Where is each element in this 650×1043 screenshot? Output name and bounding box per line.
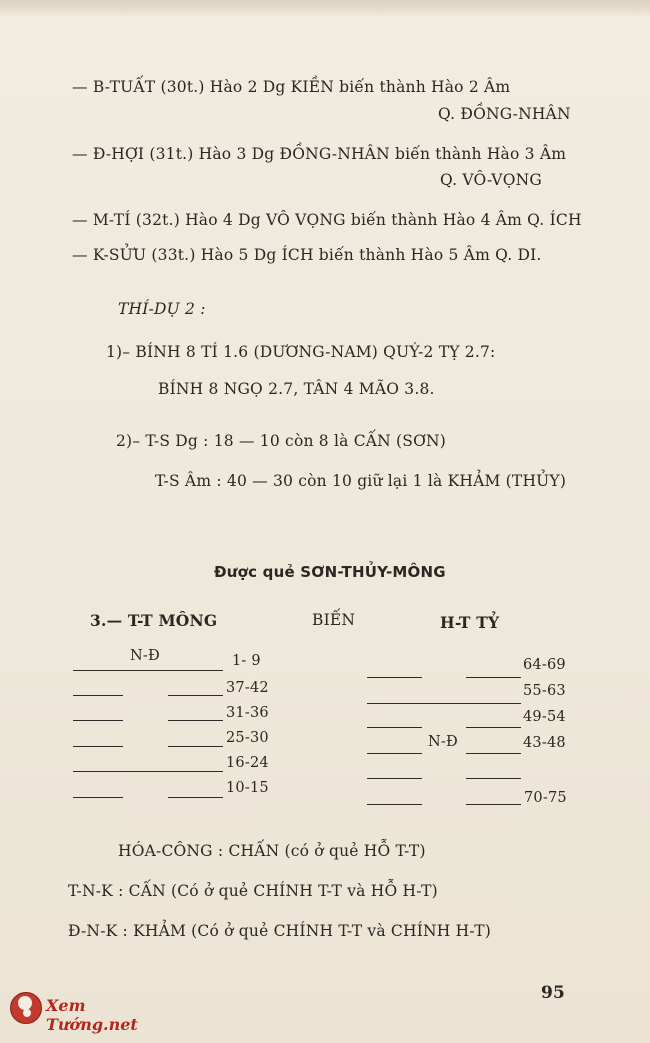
line-b-tuat-result: Q. ĐỒNG-NHÂN [438,105,571,123]
age-right-4: 43-48 [523,735,566,751]
example-1: 1)– BÍNH 8 TÍ 1.6 (DƯƠNG-NAM) QUÝ-2 TỴ 2.7: [106,343,496,361]
yin-yang-icon [10,992,42,1024]
ty-line-5-yin-a [367,778,422,779]
age-right-2: 55-63 [523,683,566,699]
ty-line-1-yin-b [466,677,521,678]
mong-line-2-yin-a [73,695,123,696]
age-right-3: 49-54 [523,709,566,725]
ty-line-2-yang [367,703,521,704]
age-left-6: 10-15 [226,780,269,796]
age-left-4: 25-30 [226,730,269,746]
col-header-mong: 3.— T-T MÔNG [90,611,218,630]
line-d-hoi-result: Q. VÔ-VỌNG [440,171,542,189]
page-number: 95 [541,983,566,1003]
example-heading: THÍ-DỤ 2 : [118,300,206,318]
example-2: 2)– T-S Dg : 18 — 10 còn 8 là CẤN (SƠN) [116,432,447,450]
watermark-logo [10,990,170,1034]
tnk-line: T-N-K : CẤN (Có ở quẻ CHÍNH T-T và HỖ H-T) [68,882,438,900]
age-left-3: 31-36 [226,705,269,721]
ty-line-6-yin-b [466,804,521,805]
watermark-text: Xem Tướng.net [46,996,138,1034]
age-left-1: 1- 9 [232,653,261,669]
mong-line-5-yang [73,771,223,772]
line-m-ti: — M-TÍ (32t.) Hào 4 Dg VÔ VỌNG biến thành Hào 4 Âm Q. ÍCH [72,211,582,229]
page-top-edge [0,0,650,18]
result-heading: Được quẻ SƠN-THỦY-MÔNG [214,563,446,581]
mong-line-3-yin-a [73,720,123,721]
age-left-2: 37-42 [226,680,269,696]
age-right-1: 64-69 [523,657,566,673]
nd-label-left: N-Đ [130,648,160,664]
dnk-line: Đ-N-K : KHẢM (Có ở quẻ CHÍNH T-T và CHÍNH H-T) [68,922,492,940]
example-1-cont: BÍNH 8 NGỌ 2.7, TÂN 4 MÃO 3.8. [158,380,435,398]
example-2-cont: T-S Âm : 40 — 30 còn 10 giữ lại 1 là KHẢM (THỦY) [155,472,567,490]
mong-line-6-yin-b [168,797,223,798]
col-header-bien: BIẾN [312,611,356,629]
line-b-tuat: — B-TUẤT (30t.) Hào 2 Dg KIỀN biến thành Hào 2 Âm [72,78,511,96]
ty-line-1-yin-a [367,677,422,678]
nd-label-right: N-Đ [428,734,458,750]
mong-line-6-yin-a [73,797,123,798]
ty-line-3-yin-a [367,727,422,728]
ty-line-5-yin-b [466,778,521,779]
ty-line-4-yin-a [367,753,422,754]
line-k-suu: — K-SỬU (33t.) Hào 5 Dg ÍCH biến thành Hào 5 Âm Q. DI. [72,246,542,264]
age-left-5: 16-24 [226,755,269,771]
mong-line-2-yin-b [168,695,223,696]
ty-line-3-yin-b [466,727,521,728]
line-d-hoi: — Đ-HỢI (31t.) Hào 3 Dg ĐỒNG-NHÂN biến thành Hào 3 Âm [72,145,567,163]
mong-line-4-yin-a [73,746,123,747]
hoa-cong-line: HÓA-CÔNG : CHẤN (có ở quẻ HỖ T-T) [118,842,426,860]
age-right-5: 70-75 [524,790,567,806]
mong-line-3-yin-b [168,720,223,721]
mong-line-4-yin-b [168,746,223,747]
col-header-ty: H-T TỶ [440,613,500,632]
ty-line-4-yin-b [466,753,521,754]
ty-line-6-yin-a [367,804,422,805]
mong-line-1-yang [73,670,223,671]
